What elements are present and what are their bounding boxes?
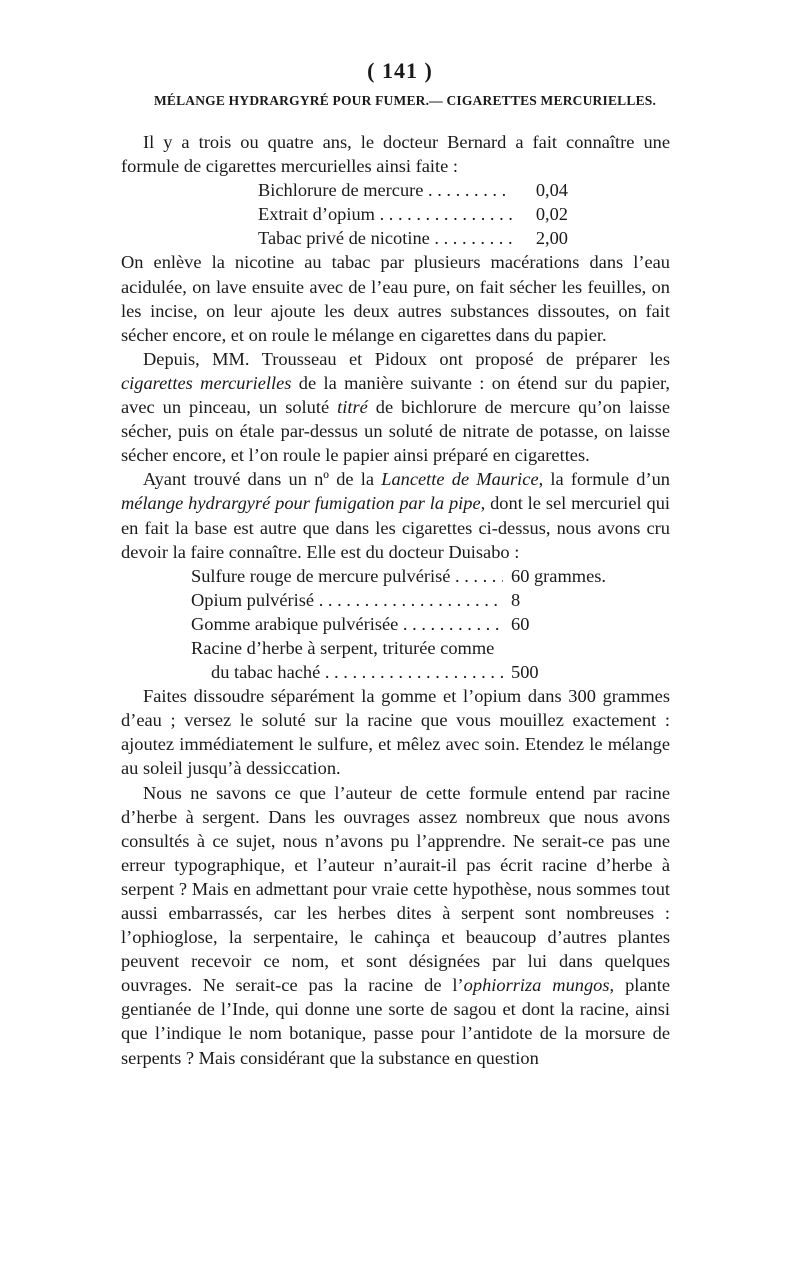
paragraph-6: Nous ne savons ce que l’auteur de cette formule entend par racine d’herbe à sergent. Dans les ouvrages assez nombreux que nous avons consultés à ce sujet, nous n’avons pu l’apprendre. Ne serait-ce pas une erreur typographique, et l’auteur n’aurait-il pas écrit racine d’herbe à serpent ? Mais en admettant pour vraie cette hypothèse, nous sommes tout aussi embarrassés, car les herbes dites à serpent sont nombreuses : l’ophioglose, la serpentaire, le cahinça et beaucoup d’autres plantes peuvent recevoir ce nom, et sont désignées par lui dans quelques ouvrages. Ne serait-ce pas la racine de l’ophiorriza mungos, plante gentianée de l’Inde, qui donne une sorte de sagou et dont la racine, ainsi que l’indique le nom botanique, passe pour l’antidote de la morsure de serpents ? Mais considérant que la substance en question [121, 782, 671, 1068]
paragraph-5: Faites dissoudre séparément la gomme et l’opium dans 300 grammes d’eau ; versez le soluté sur la racine que vous mouillez exactement : ajoutez immédiatement le sulfure, et mêlez avec soin. Etendez le mélange au soleil jusqu’à dessiccation. [121, 686, 670, 779]
formula-qty: 500 [511, 662, 539, 683]
formula-row [258, 178, 568, 202]
formula-item: Sulfure rouge de mercure pulvérisé . . . [191, 564, 503, 588]
formula-row [258, 202, 568, 226]
formula-row [191, 660, 601, 684]
formula-row [258, 226, 568, 250]
formula-qty: 60 grammes. [511, 565, 606, 586]
formula-row [191, 588, 601, 612]
paragraph-3: Depuis, MM. Trousseau et Pidoux ont proposé de préparer les cigarettes mercurielles de la manière suivante : on étend sur du papier, avec un pinceau, un soluté titré de bichlorure de mercure qu’on laisse sécher, puis on étale par-dessus un soluté de nitrate de potasse, on laisse sécher encore, et l’on roule le papier ainsi préparé en cigarettes. [121, 348, 670, 466]
formula-row [191, 612, 601, 636]
body-text [121, 130, 670, 1070]
formula-item: Opium pulvérisé . . . [191, 588, 503, 612]
paragraph-1: Il y a trois ou quatre ans, le docteur Bernard a fait connaître une formule de cigarettes mercurielles ainsi faite : [121, 132, 670, 177]
formula-item: Gomme arabique pulvérisée . . . [191, 612, 503, 636]
formula-duisabo [191, 564, 606, 684]
formula-item: Racine d’herbe à serpent, triturée comme [191, 637, 495, 658]
formula-item: Bichlorure de mercure . . . [258, 178, 512, 202]
page-number: ( 141 ) [367, 58, 433, 83]
formula-item: du tabac haché . . . [211, 660, 503, 684]
paragraph-2: On enlève la nicotine au tabac par plusieurs macérations dans l’eau acidulée, on lave ensuite avec de l’eau pure, on fait sécher les feuilles, on les incise, on leur ajoute les deux autres substances dissoutes, on fait sécher encore, et on roule le mélange en cigarettes dans du papier. [121, 252, 670, 345]
formula-row [191, 564, 606, 588]
formula-qty: 0,04 [535, 180, 568, 201]
formula-qty: 60 [511, 613, 530, 634]
formula-item: Tabac privé de nicotine . . . [258, 226, 512, 250]
formula-bernard [258, 178, 568, 250]
formula-qty: 8 [511, 589, 521, 610]
formula-qty: 0,02 [535, 204, 568, 225]
running-head: MÉLANGE HYDRARGYRÉ POUR FUMER.— CIGARETTES MERCURIELLES. [153, 93, 657, 108]
formula-row [191, 636, 601, 660]
formula-qty: 2,00 [535, 228, 568, 249]
paragraph-4: Ayant trouvé dans un nº de la Lancette de Maurice, la formule d’un mélange hydrargyré pour fumigation par la pipe, dont le sel mercuriel qui en fait la base est autre que dans les cigarettes ci-dessus, nous avons cru devoir la faire connaître. Elle est du docteur Duisabo : [121, 469, 670, 562]
formula-item: Extrait d’opium . . . [258, 202, 512, 226]
